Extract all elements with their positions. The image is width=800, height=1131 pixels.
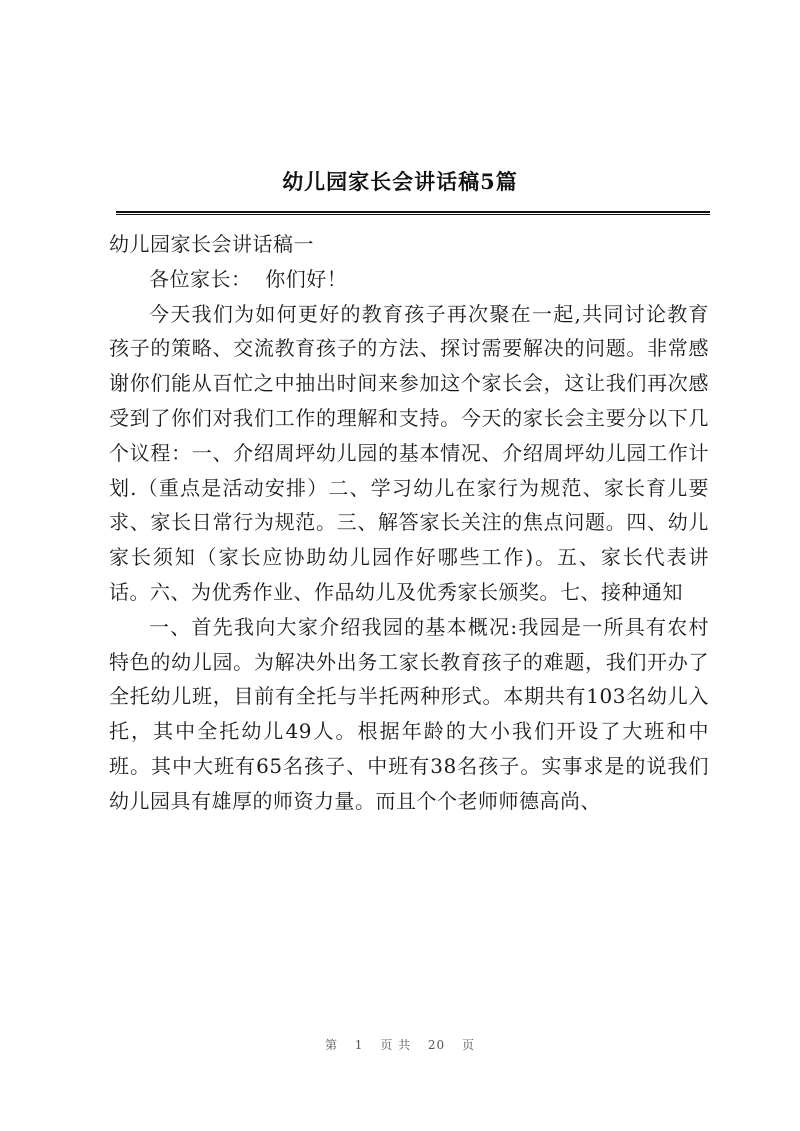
- section-heading: 幼儿园家长会讲话稿一: [109, 232, 314, 256]
- document-body: [109, 227, 709, 819]
- page-footer: [0, 1036, 800, 1053]
- title-divider: [116, 211, 710, 215]
- body-paragraph: 今天我们为如何更好的教育孩子再次聚在一起,共同讨论教育孩子的策略、交流教育孩子的方法、探讨需要解决的问题。非常感谢你们能从百忙之中抽出时间来参加这个家长会，这让我们再次感受到了你们对我们工作的理解和支持。今天的家长会主要分以下几个议程：一、介绍周坪幼儿园的基本情况、介绍周坪幼儿园工作计划.（重点是活动安排）二、学习幼儿在家行为规范、家长育儿要求、家长日常行为规范。三、解答家长关注的焦点问题。四、幼儿家长须知（家长应协助幼儿园作好哪些工作)。五、家长代表讲话。六、为优秀作业、作品幼儿及优秀家长颁奖。七、接种通知: [109, 301, 709, 604]
- footer-prefix: 第: [324, 1038, 338, 1052]
- body-paragraph: 一、首先我向大家介绍我园的基本概况:我园是一所具有农村特色的幼儿园。为解决外出务工家长教育孩子的难题，我们开办了全托幼儿班，目前有全托与半托两种形式。本期共有103名幼儿入托，其中全托幼儿49人。根据年龄的大小我们开设了大班和中班。其中大班有65名孩子、中班有38名孩子。实事求是的说我们幼儿园具有雄厚的师资力量。而且个个老师师德高尚、: [109, 614, 709, 813]
- footer-middle: 页 共: [380, 1038, 412, 1052]
- greeting-line: 各位家长： 你们好！: [149, 266, 348, 291]
- footer-suffix: 页: [462, 1038, 476, 1052]
- footer-current-page: 1: [354, 1038, 364, 1052]
- footer-total-pages: 20: [427, 1038, 446, 1052]
- document-title: 幼儿园家长会讲话稿5篇: [282, 169, 518, 194]
